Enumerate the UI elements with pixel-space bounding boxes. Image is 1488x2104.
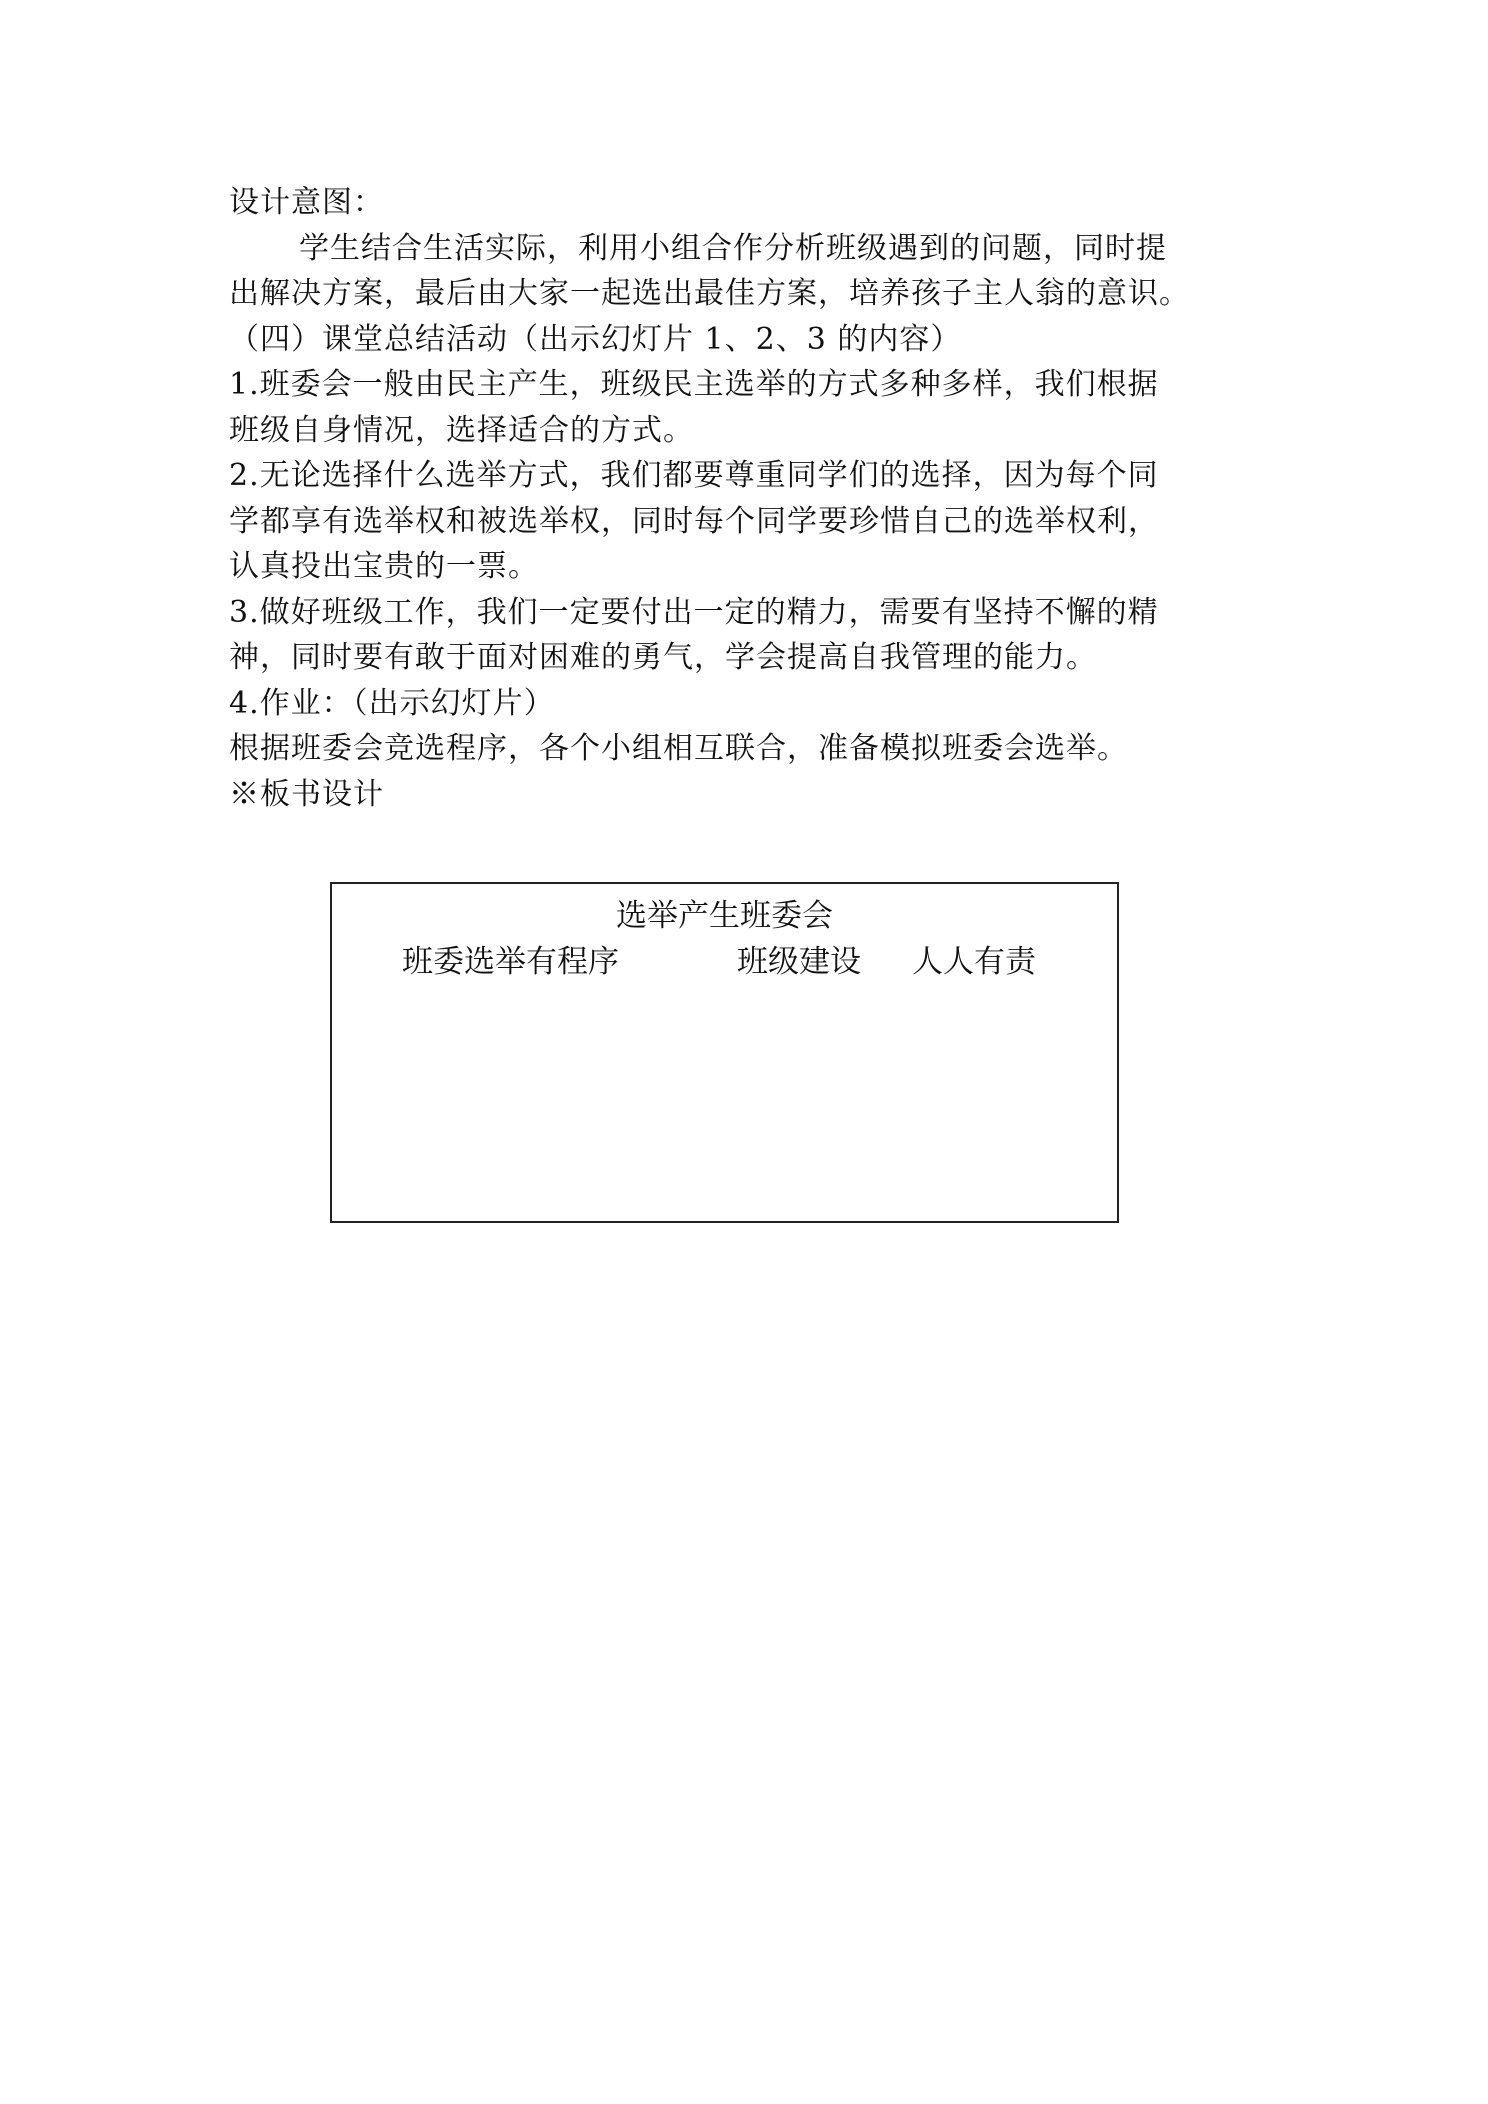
list-item-3: 3.做好班级工作，我们一定要付出一定的精力，需要有坚持不懈的精 xyxy=(229,594,1159,630)
list-item-3-cont: 神，同时要有敢于面对困难的勇气，学会提高自我管理的能力。 xyxy=(229,640,1097,675)
blackboard-design-box xyxy=(330,882,1119,1223)
paragraph-line: 学生结合生活实际，利用小组合作分析班级遇到的问题，同时提 xyxy=(299,230,1167,266)
section-heading-summary: （四）课堂总结活动（出示幻灯片 1、2、3 的内容） xyxy=(229,321,962,357)
list-item-1-cont: 班级自身情况，选择适合的方式。 xyxy=(229,412,694,448)
list-item-2-cont: 学都享有选举权和被选举权，同时每个同学要珍惜自己的选举权利， xyxy=(229,503,1159,539)
paragraph-line: 出解决方案，最后由大家一起选出最佳方案，培养孩子主人翁的意识。 xyxy=(229,276,1190,311)
list-item-4: 4.作业：（出示幻灯片） xyxy=(229,685,555,721)
section-heading-design-intent: 设计意图： xyxy=(229,185,384,220)
homework-line: 根据班委会竞选程序，各个小组相互联合，准备模拟班委会选举。 xyxy=(229,731,1128,766)
section-heading-board-design: ※板书设计 xyxy=(229,776,384,812)
list-item-2: 2.无论选择什么选举方式，我们都要尊重同学们的选择，因为每个同 xyxy=(229,458,1159,493)
board-title: 选举产生班委会 xyxy=(616,898,833,934)
list-item-2-cont: 认真投出宝贵的一票。 xyxy=(229,549,539,584)
board-item: 班级建设 xyxy=(737,944,861,980)
board-item: 班委选举有程序 xyxy=(402,944,619,980)
list-item-1: 1.班委会一般由民主产生，班级民主选举的方式多种多样，我们根据 xyxy=(229,367,1159,402)
board-item: 人人有责 xyxy=(912,944,1036,980)
document-body xyxy=(229,180,1269,817)
